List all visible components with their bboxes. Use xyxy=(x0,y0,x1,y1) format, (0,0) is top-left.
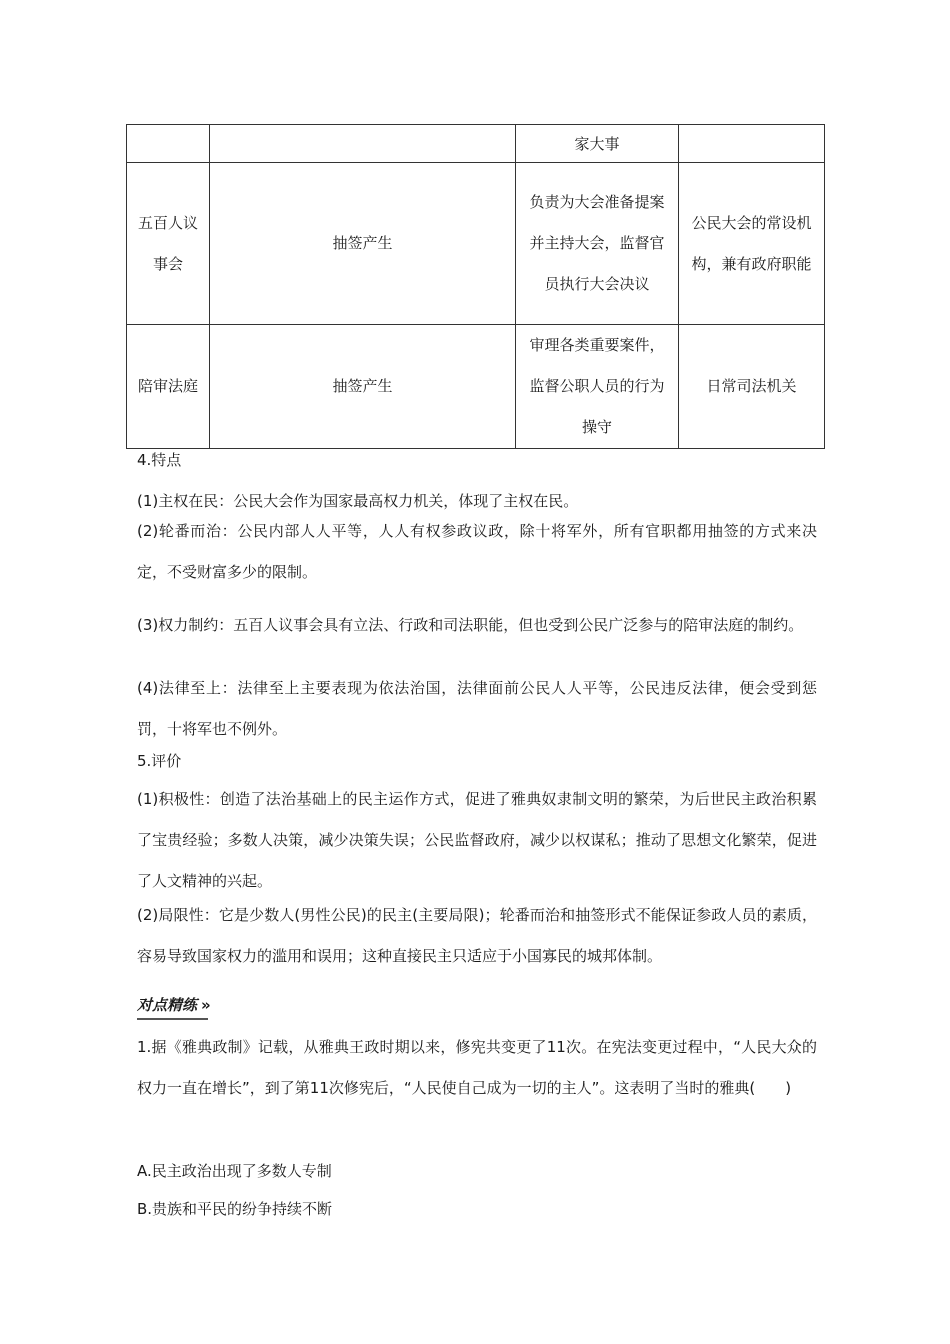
table-cell-selection: 抽签产生 xyxy=(210,163,516,325)
table-cell-duties: 审理各类重要案件，监督公职人员的行为操守 xyxy=(516,325,679,449)
table-cell xyxy=(679,125,825,163)
question-stem: 1.据《雅典政制》记载，从雅典王政时期以来，修宪共变更了11次。在宪法变更过程中，“人民大众的权力一直在增长”，到了第11次修宪后，“人民使自己成为一切的主人”。这表明了当时的雅典( ) xyxy=(137,1038,817,1097)
table-row xyxy=(127,325,825,449)
question-option-b: B.贵族和平民的纷争持续不断 xyxy=(137,1200,333,1218)
table-cell: 家大事 xyxy=(516,125,679,163)
table-cell-duties: 负责为大会准备提案并主持大会，监督官员执行大会决议 xyxy=(516,163,679,325)
table-cell-nature: 公民大会的常设机构，兼有政府职能 xyxy=(679,163,825,325)
paragraph: (1)主权在民：公民大会作为国家最高权力机关，体现了主权在民。 xyxy=(137,492,579,510)
institution-table xyxy=(126,124,825,449)
table-cell xyxy=(210,125,516,163)
paragraph: (2)局限性：它是少数人(男性公民)的民主(主要局限)；轮番而治和抽签形式不能保证参政人员的素质，容易导致国家权力的滥用和误用；这种直接民主只适应于小国寡民的城邦体制。 xyxy=(137,906,817,965)
table-row xyxy=(127,125,825,163)
paragraph: (2)轮番而治：公民内部人人平等，人人有权参政议政，除十将军外，所有官职都用抽签的方式来决定，不受财富多少的限制。 xyxy=(137,522,817,581)
double-chevron-icon: » xyxy=(201,996,208,1014)
paragraph: (3)权力制约：五百人议事会具有立法、行政和司法职能，但也受到公民广泛参与的陪审法庭的制约。 xyxy=(137,616,804,634)
practice-title-text: 对点精练 xyxy=(137,996,198,1014)
table-cell-nature: 日常司法机关 xyxy=(679,325,825,449)
table-cell-organ-name: 五百人议事会 xyxy=(127,163,210,325)
table-cell xyxy=(127,125,210,163)
practice-section-title xyxy=(137,993,208,1020)
table-cell-selection: 抽签产生 xyxy=(210,325,516,449)
table-cell-organ-name: 陪审法庭 xyxy=(127,325,210,449)
section-heading: 4.特点 xyxy=(137,451,182,469)
paragraph: (4)法律至上：法律至上主要表现为依法治国，法律面前公民人人平等，公民违反法律，便会受到惩罚，十将军也不例外。 xyxy=(137,679,817,738)
section-heading: 5.评价 xyxy=(137,752,182,770)
paragraph: (1)积极性：创造了法治基础上的民主运作方式，促进了雅典奴隶制文明的繁荣，为后世民主政治积累了宝贵经验；多数人决策，减少决策失误；公民监督政府，减少以权谋私；推动了思想文化繁荣，促进了人文精神的兴起。 xyxy=(137,790,817,890)
question-option-a: A.民主政治出现了多数人专制 xyxy=(137,1162,332,1180)
table-row xyxy=(127,163,825,325)
